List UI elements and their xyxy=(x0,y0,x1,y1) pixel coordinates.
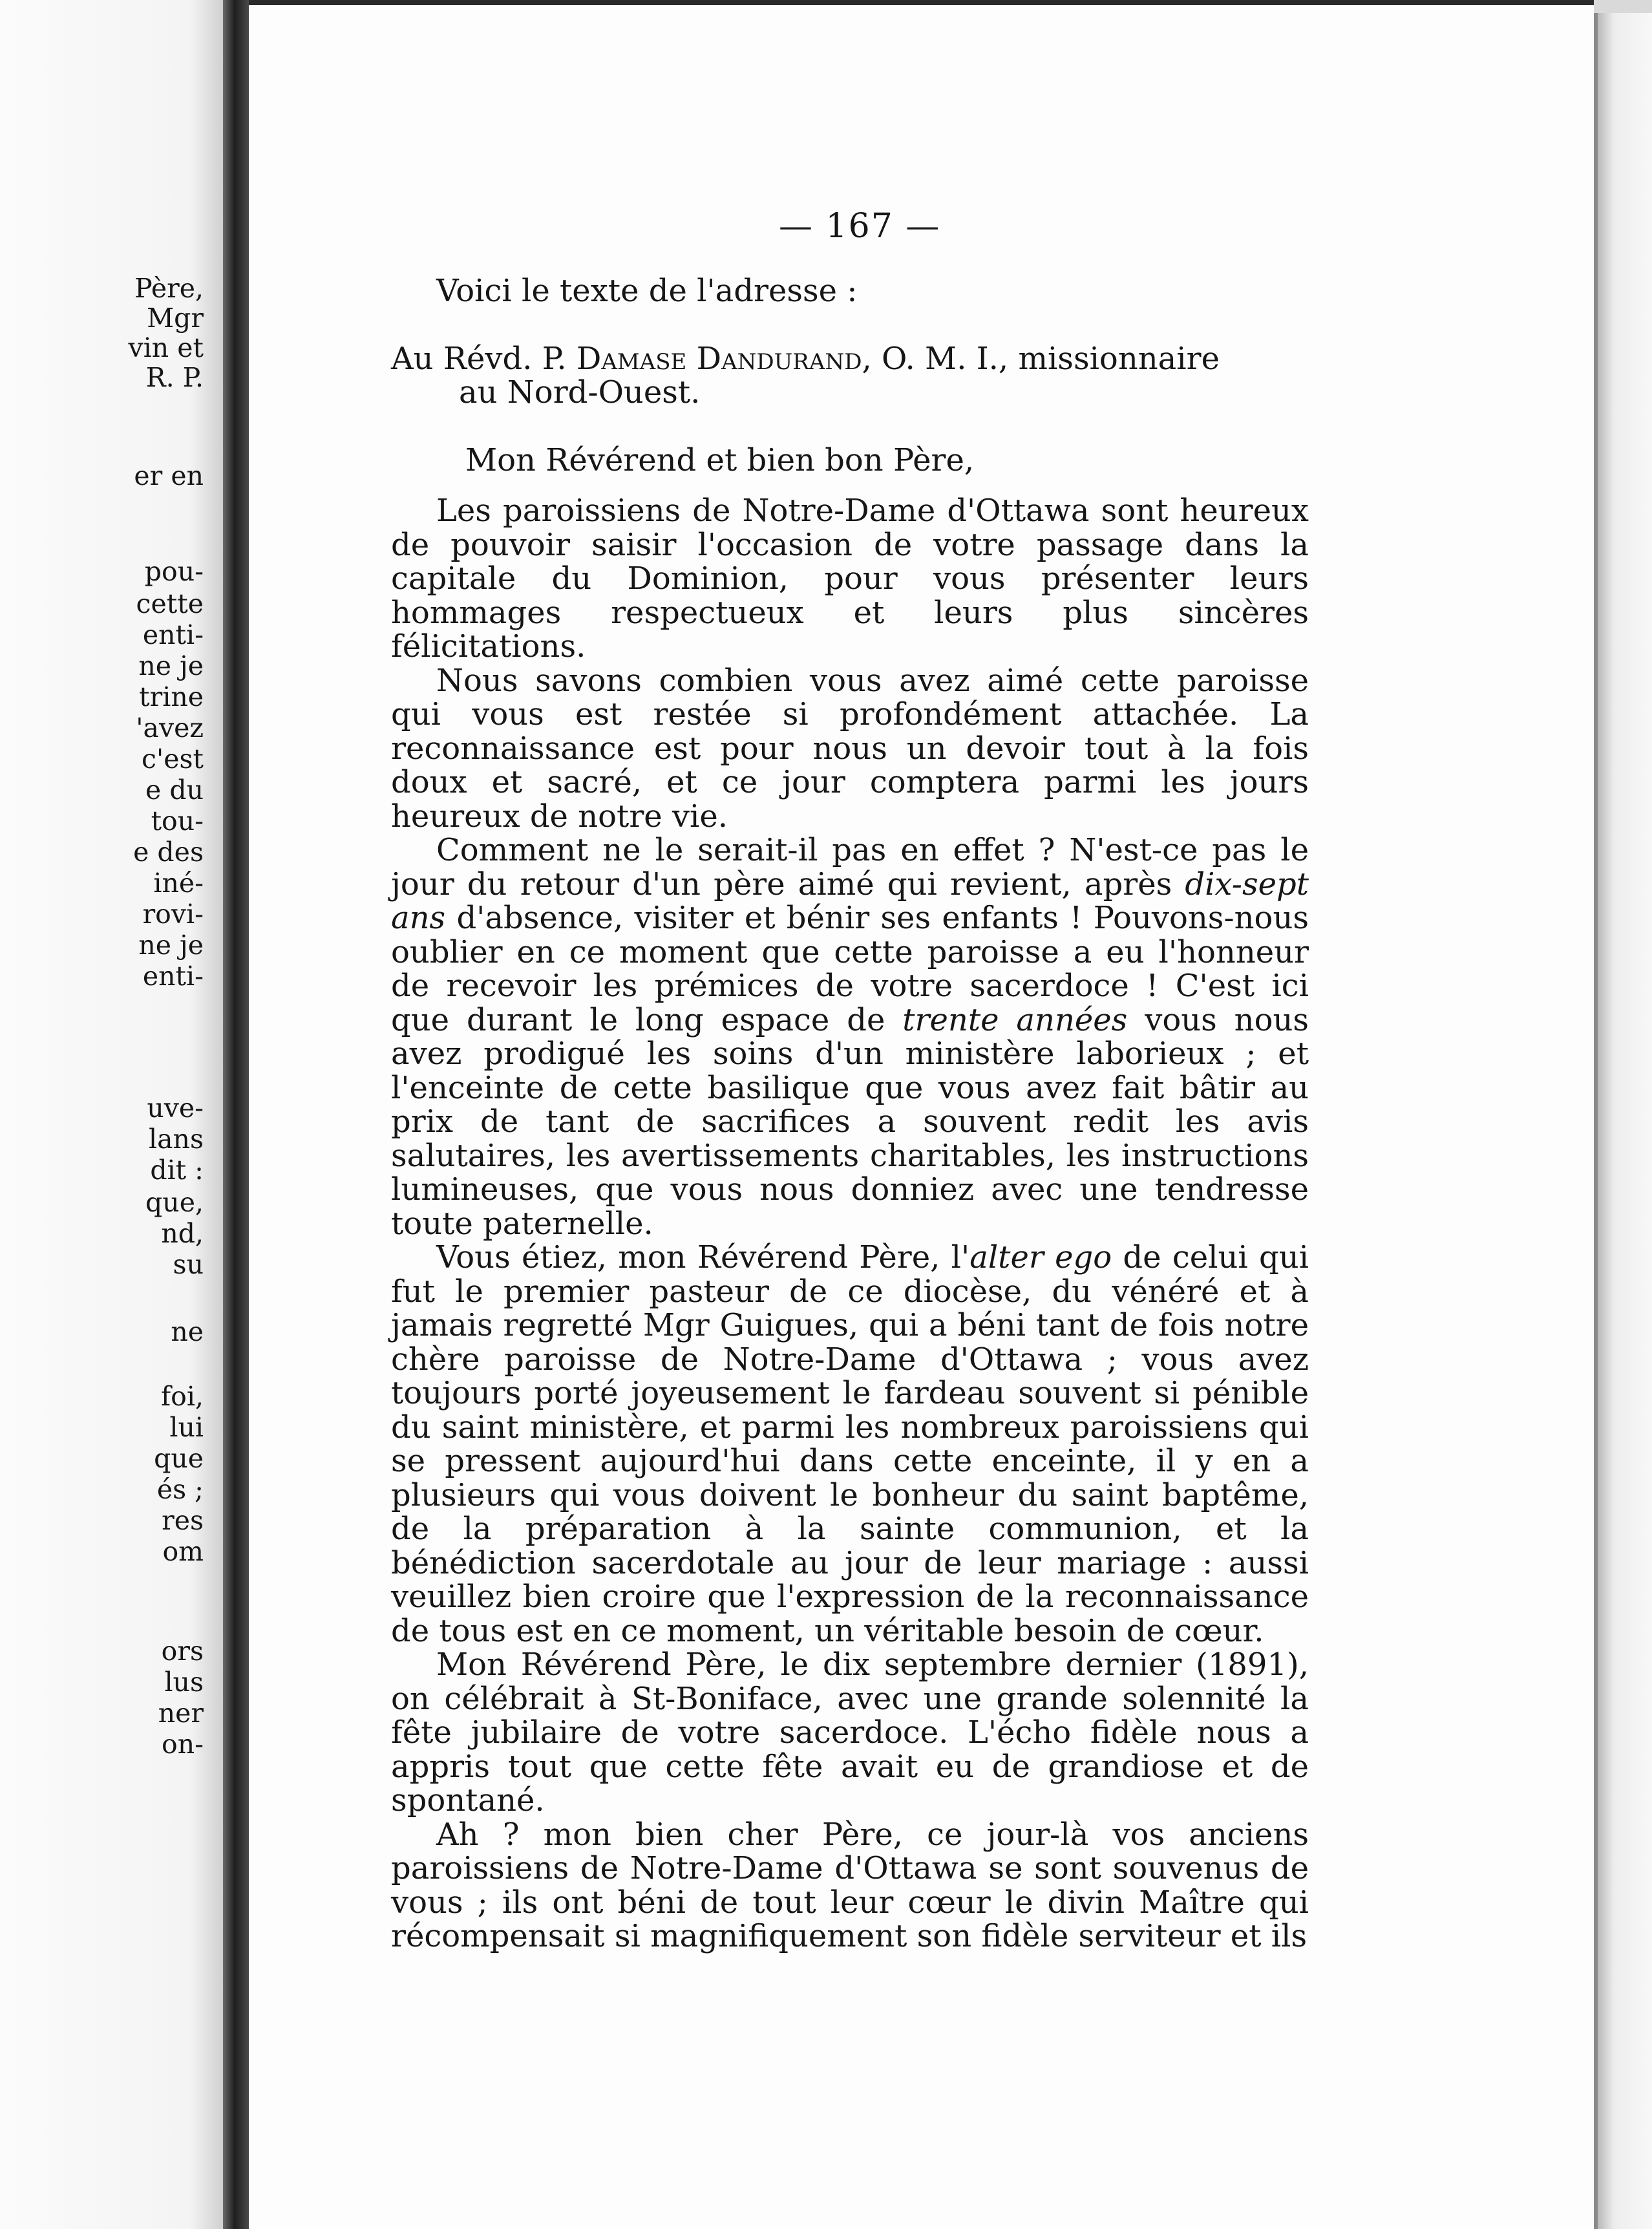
left-page-fragment: su xyxy=(173,1249,204,1280)
p3-emphasis-1: dix-sept ans xyxy=(391,866,1309,936)
p3-emphasis-2: trente années xyxy=(902,1001,1128,1038)
addressee-suffix: , O. M. I., missionnaire xyxy=(862,340,1220,377)
left-page-fragment: ner xyxy=(158,1698,204,1729)
left-page-fragment: er en xyxy=(134,460,204,491)
left-page-fragment: e des xyxy=(133,837,204,868)
left-page-fragment: 'avez xyxy=(136,712,204,743)
p3-text-b: d'absence, visiter et bénir ses enfants ! Pouvons-nous oublier en ce moment que cette paroisse a eu l'honneur de recevoir les prémices de votre sacerdoce ! C'est ici que durant le long espace de xyxy=(391,900,1309,1038)
left-page-fragment: lui xyxy=(169,1412,204,1443)
p4-text-a: Vous étiez, mon Révérend Père, l' xyxy=(436,1239,970,1275)
left-page-fragment: és ; xyxy=(156,1474,204,1505)
page-edge xyxy=(1594,13,1652,2229)
left-page-fragment: enti- xyxy=(142,619,204,650)
paragraph-1: Les paroissiens de Notre-Dame d'Ottawa sont heureux de pouvoir saisir l'occasion de votre passage dans la capitale du Dominion, pour vous présenter leurs hommages respectueux et leurs plus sincères félicitations. xyxy=(391,493,1309,665)
left-page-fragment: ne je xyxy=(138,930,204,961)
left-page-fragment: om xyxy=(162,1536,204,1567)
paragraph-3 xyxy=(391,833,1309,1241)
p3-text-c: vous nous avez prodigué les soins d'un ministère laborieux ; et l'enceinte de cette basilique que vous avez fait bâtir au prix de tant de sacrifices a souvent redit les avis salutaires, les avertissements charitables, les instructions lumineuses, que vous nous donniez avec une tendresse toute paternelle. xyxy=(391,1001,1309,1242)
addressee-prefix: Au Révd. P. xyxy=(391,340,577,377)
left-page-fragment: vin et xyxy=(128,332,204,363)
left-page-fragment: uve- xyxy=(147,1093,204,1124)
left-page-fragment: Mgr xyxy=(147,303,204,334)
left-page-fragment: rovi- xyxy=(142,899,204,930)
left-page-fragment: nd, xyxy=(161,1218,204,1249)
paragraph-4 xyxy=(391,1241,1309,1648)
addressee-name: Damase Dandurand xyxy=(576,340,862,377)
paragraph-2: Nous savons combien vous avez aimé cette paroisse qui vous est restée si profondément attachée. La reconnaissance est pour nous un devoir tout à la fois doux et sacré, et ce jour comptera parmi les jours heureux de notre vie. xyxy=(391,662,1309,835)
p4-text-b: de celui qui fut le premier pasteur de ce diocèse, du vénéré et à jamais regretté Mgr Guigues, qui a béni tant de fois notre chère paroisse de Notre-Dame d'Ottawa ; vous avez toujours porté joyeusement le fardeau souvent si pénible du saint ministère, et parmi les nombreux paroissiens qui se pressent aujourd'hui dans cette enceinte, il y en a plusieurs qui vous doivent le bonheur du saint baptême, de la préparation à la sainte communion, et la bénédiction sacerdotale au jour de leur mariage : aussi veuillez bien croire que l'expression de la reconnaissance de tous est en ce moment, un véritable besoin de cœur. xyxy=(391,1239,1309,1649)
left-page-fragment: que xyxy=(154,1443,204,1474)
left-page-fragment: ne je xyxy=(138,650,204,681)
left-page-fragment: cette xyxy=(136,588,204,619)
left-page-fragment: R. P. xyxy=(145,362,204,393)
p4-emphasis: alter ego xyxy=(969,1239,1112,1275)
left-page-fragment: e du xyxy=(145,774,204,805)
addressee xyxy=(391,342,1309,410)
left-page-fragment: on- xyxy=(162,1729,204,1760)
left-page-fragment: lus xyxy=(164,1667,204,1698)
left-page-fragment: res xyxy=(162,1505,204,1536)
left-page-fragment: Père, xyxy=(134,273,204,304)
left-page-fragment: iné- xyxy=(153,868,204,899)
left-page-fragment: pou- xyxy=(144,556,204,587)
paragraph-6: Ah ? mon bien cher Père, ce jour-là vos anciens paroissiens de Notre-Dame d'Ottawa se sont souvenus de vous ; ils ont béni de tout leur cœur le divin Maître qui récompensait si magnifiquement son fidèle serviteur et ils xyxy=(391,1816,1309,1954)
addressee-line2: au Nord-Ouest. xyxy=(459,374,701,411)
book-gutter xyxy=(223,0,249,2229)
left-page-fragment: tou- xyxy=(151,805,204,837)
left-page-fragment: ne xyxy=(171,1316,204,1347)
left-page-fragment: c'est xyxy=(141,743,204,774)
page-body xyxy=(391,274,1309,1954)
salutation: Mon Révérend et bien bon Père, xyxy=(465,442,975,478)
intro-line: Voici le texte de l'adresse : xyxy=(436,273,858,309)
left-page-fragment: trine xyxy=(139,681,204,712)
left-page-fragment: lans xyxy=(148,1124,204,1155)
left-page-fragment: enti- xyxy=(142,961,204,992)
p3-text-a: Comment ne le serait-il pas en effet ? N'est-ce pas le jour du retour d'un père aimé qui revient, après xyxy=(391,832,1309,902)
left-facing-page xyxy=(0,0,223,2229)
left-page-fragment: que, xyxy=(145,1187,204,1218)
paragraph-5: Mon Révérend Père, le dix septembre dernier (1891), on célébrait à St-Boniface, avec une grande solennité la fête jubilaire de votre sacerdoce. L'écho fidèle nous a appris tout que cette fête avait eu de grandiose et de spontané. xyxy=(391,1647,1309,1818)
left-page-fragment: foi, xyxy=(160,1381,204,1412)
left-page-fragment: dit : xyxy=(150,1155,204,1186)
page-number: — 167 — xyxy=(779,207,941,246)
left-page-fragment: ors xyxy=(161,1636,204,1667)
